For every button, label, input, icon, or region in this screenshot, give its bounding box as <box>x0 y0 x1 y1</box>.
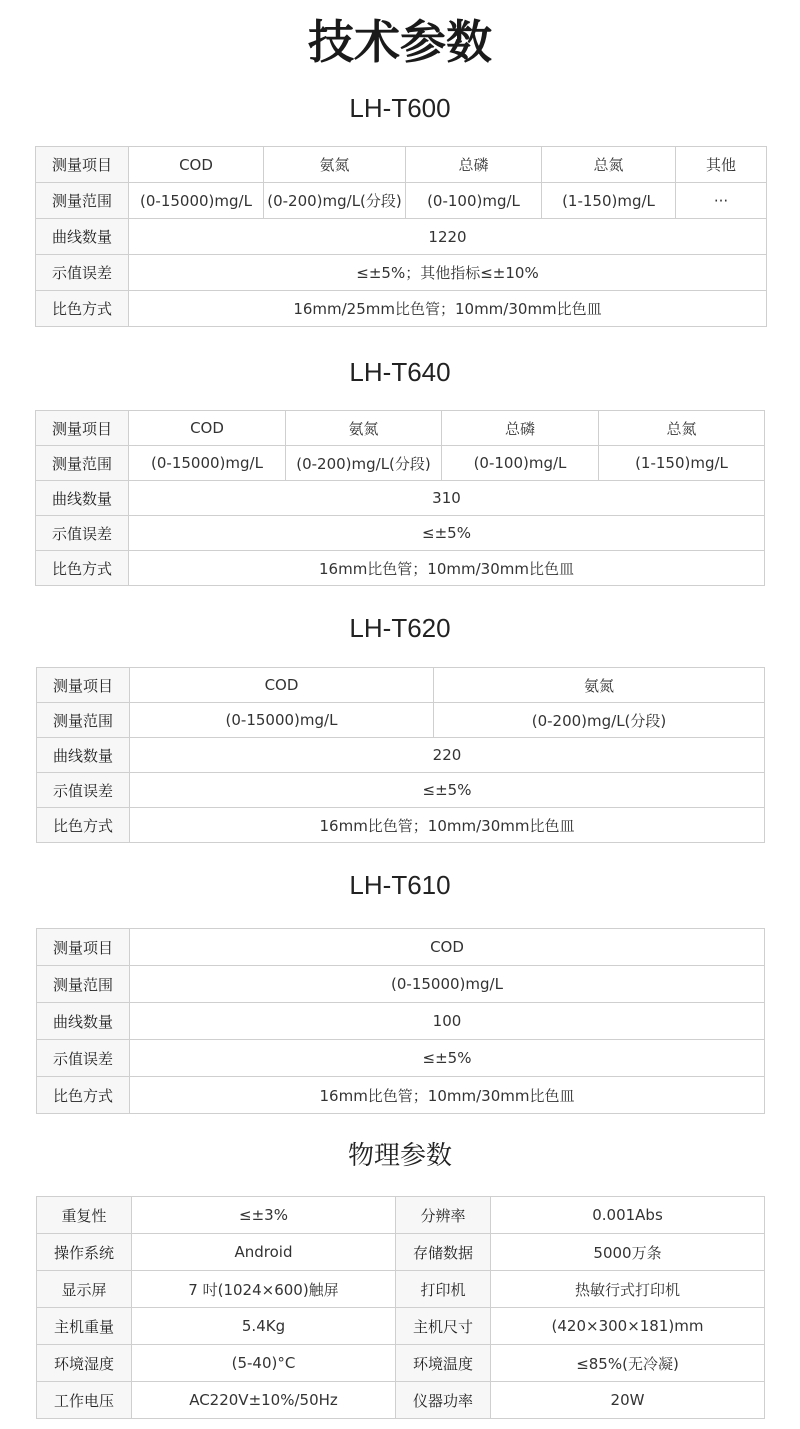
table-cell: (0-15000)mg/L <box>129 446 286 481</box>
table-cell: (0-100)mg/L <box>406 183 542 219</box>
table-row <box>36 411 765 446</box>
table-cell: 16mm/25mm比色管；10mm/30mm比色皿 <box>129 291 767 327</box>
row-label-error: 示值误差 <box>36 516 129 551</box>
table-row <box>37 773 765 808</box>
table-cell: ≤±5% <box>130 773 765 808</box>
table-cell: ≤±5% <box>130 1040 765 1077</box>
param-label: 显示屏 <box>37 1271 132 1308</box>
param-value: 5000万条 <box>491 1234 765 1271</box>
table-row <box>36 481 765 516</box>
table-row <box>37 1234 765 1271</box>
physical-params-table <box>36 1196 765 1419</box>
table-cell: 氨氮 <box>264 147 406 183</box>
model-title-lh-t620: LH-T620 <box>349 613 451 643</box>
table-row <box>37 1271 765 1308</box>
param-label: 重复性 <box>37 1197 132 1234</box>
model-title-lh-t640: LH-T640 <box>349 357 451 387</box>
param-label: 主机尺寸 <box>396 1308 491 1345</box>
table-row <box>37 1345 765 1382</box>
row-label-item: 测量项目 <box>37 668 130 703</box>
row-label-error: 示值误差 <box>37 1040 130 1077</box>
table-cell: 16mm比色管；10mm/30mm比色皿 <box>130 808 765 843</box>
param-label: 操作系统 <box>37 1234 132 1271</box>
table-cell: (0-15000)mg/L <box>130 703 434 738</box>
param-value: ≤±3% <box>132 1197 396 1234</box>
table-cell: 氨氮 <box>434 668 765 703</box>
row-label-item: 测量项目 <box>37 929 130 966</box>
param-value: (5-40)°C <box>132 1345 396 1382</box>
table-cell: ≤±5% <box>129 516 765 551</box>
param-label: 主机重量 <box>37 1308 132 1345</box>
param-value: 5.4Kg <box>132 1308 396 1345</box>
param-label: 打印机 <box>396 1271 491 1308</box>
table-cell: 310 <box>129 481 765 516</box>
page-title: 技术参数 <box>308 15 492 69</box>
table-cell: (0-15000)mg/L <box>130 966 765 1003</box>
param-label: 仪器功率 <box>396 1382 491 1419</box>
row-label-curves: 曲线数量 <box>37 1003 130 1040</box>
table-row <box>36 516 765 551</box>
table-cell: (0-15000)mg/L <box>129 183 264 219</box>
row-label-curves: 曲线数量 <box>36 481 129 516</box>
table-cell: 1220 <box>129 219 767 255</box>
table-row <box>36 291 767 327</box>
row-label-item: 测量项目 <box>36 411 129 446</box>
table-cell: 100 <box>130 1003 765 1040</box>
param-value: 20W <box>491 1382 765 1419</box>
table-row <box>37 1003 765 1040</box>
row-label-range: 测量范围 <box>36 446 129 481</box>
model-title-lh-t600: LH-T600 <box>349 93 451 123</box>
table-row <box>37 668 765 703</box>
table-cell: 总氮 <box>599 411 765 446</box>
param-value: ≤85%(无冷凝) <box>491 1345 765 1382</box>
row-label-method: 比色方式 <box>37 808 130 843</box>
row-label-curves: 曲线数量 <box>37 738 130 773</box>
table-cell: 总磷 <box>406 147 542 183</box>
spec-table-lh-t620 <box>36 667 765 843</box>
param-label: 环境温度 <box>396 1345 491 1382</box>
param-value: AC220V±10%/50Hz <box>132 1382 396 1419</box>
param-label: 存储数据 <box>396 1234 491 1271</box>
table-cell: (0-200)mg/L(分段) <box>434 703 765 738</box>
param-label: 环境湿度 <box>37 1345 132 1382</box>
param-value: 热敏行式打印机 <box>491 1271 765 1308</box>
table-cell: COD <box>129 411 286 446</box>
model-title-lh-t610: LH-T610 <box>349 870 451 900</box>
param-value: 0.001Abs <box>491 1197 765 1234</box>
table-cell: ··· <box>676 183 767 219</box>
row-label-range: 测量范围 <box>37 966 130 1003</box>
table-row <box>37 808 765 843</box>
table-cell: ≤±5%；其他指标≤±10% <box>129 255 767 291</box>
spec-table-lh-t640 <box>35 410 765 586</box>
table-cell: COD <box>129 147 264 183</box>
row-label-error: 示值误差 <box>37 773 130 808</box>
param-label: 分辨率 <box>396 1197 491 1234</box>
table-cell: 16mm比色管；10mm/30mm比色皿 <box>130 1077 765 1114</box>
table-row <box>37 1197 765 1234</box>
param-label: 工作电压 <box>37 1382 132 1419</box>
row-label-curves: 曲线数量 <box>36 219 129 255</box>
table-cell: COD <box>130 668 434 703</box>
row-label-method: 比色方式 <box>36 551 129 586</box>
table-row <box>36 219 767 255</box>
table-cell: 总氮 <box>542 147 676 183</box>
table-row <box>37 929 765 966</box>
table-cell: 总磷 <box>442 411 599 446</box>
table-row <box>37 1308 765 1345</box>
row-label-range: 测量范围 <box>36 183 129 219</box>
row-label-error: 示值误差 <box>36 255 129 291</box>
table-cell: 其他 <box>676 147 767 183</box>
spec-table-lh-t610 <box>36 928 765 1114</box>
table-row <box>36 147 767 183</box>
table-row <box>37 1040 765 1077</box>
table-cell: COD <box>130 929 765 966</box>
table-row <box>36 551 765 586</box>
table-row <box>37 738 765 773</box>
table-row <box>37 703 765 738</box>
table-cell: (1-150)mg/L <box>542 183 676 219</box>
table-cell: 16mm比色管；10mm/30mm比色皿 <box>129 551 765 586</box>
table-cell: (0-200)mg/L(分段) <box>264 183 406 219</box>
table-cell: (0-200)mg/L(分段) <box>286 446 442 481</box>
row-label-item: 测量项目 <box>36 147 129 183</box>
table-cell: 220 <box>130 738 765 773</box>
table-cell: (1-150)mg/L <box>599 446 765 481</box>
row-label-method: 比色方式 <box>37 1077 130 1114</box>
row-label-range: 测量范围 <box>37 703 130 738</box>
spec-table-lh-t600 <box>35 146 767 327</box>
table-cell: (0-100)mg/L <box>442 446 599 481</box>
param-value: 7 吋(1024×600)触屏 <box>132 1271 396 1308</box>
table-row <box>36 255 767 291</box>
physical-params-title: 物理参数 <box>347 1141 452 1171</box>
param-value: (420×300×181)mm <box>491 1308 765 1345</box>
table-row <box>37 1077 765 1114</box>
table-row <box>37 1382 765 1419</box>
table-row <box>36 446 765 481</box>
row-label-method: 比色方式 <box>36 291 129 327</box>
table-row <box>37 966 765 1003</box>
param-value: Android <box>132 1234 396 1271</box>
table-cell: 氨氮 <box>286 411 442 446</box>
table-row <box>36 183 767 219</box>
